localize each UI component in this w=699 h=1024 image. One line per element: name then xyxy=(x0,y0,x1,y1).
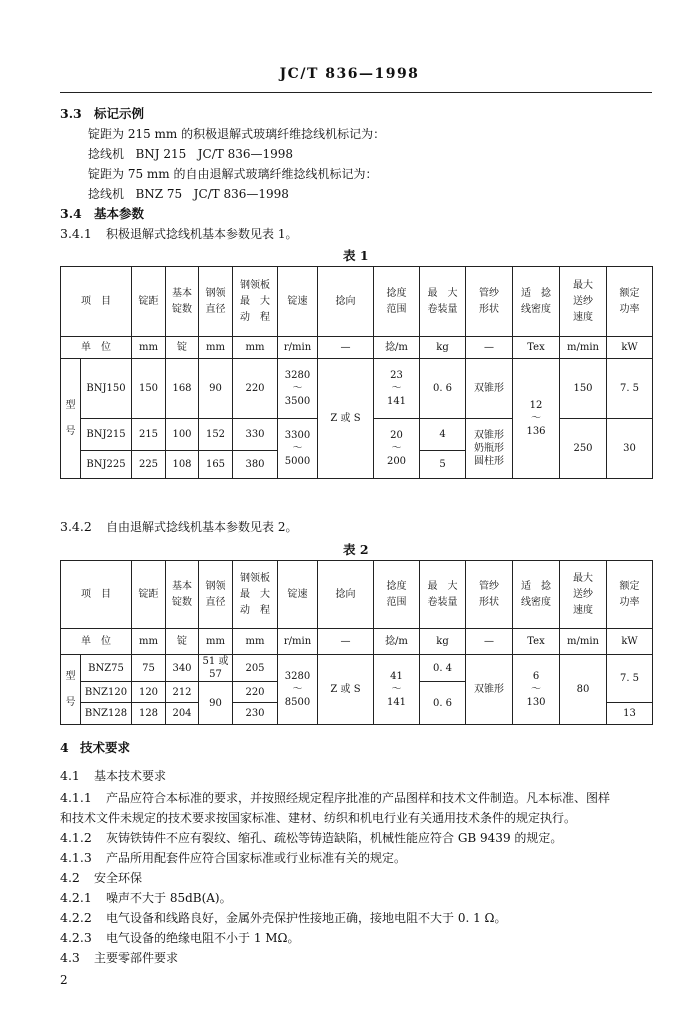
power-cell: 7. 5 xyxy=(607,359,653,419)
table-2-caption: 表 2 xyxy=(343,542,369,557)
tube-shape-cell: 双锥形 xyxy=(466,655,513,725)
rail-cell: 220 xyxy=(233,359,278,419)
marking-example-line-1: 锭距为 215 mm 的积极退解式玻璃纤维捻线机标记为： xyxy=(88,127,386,141)
ring-cell: 51 或 57 xyxy=(199,655,233,682)
ring-cell: 90 xyxy=(199,359,233,419)
twist-range-cell: 41 ～ 141 xyxy=(374,655,420,725)
tube-shape-cell: 双锥形 奶瓶形 圆柱形 xyxy=(466,419,513,479)
rail-cell: 220 xyxy=(233,682,278,703)
pitch-cell: 120 xyxy=(132,682,166,703)
unit-max-package: kg xyxy=(420,337,466,359)
spindles-cell: 212 xyxy=(166,682,199,703)
unit-ring-diameter: mm xyxy=(199,337,233,359)
table-header-row xyxy=(61,267,653,337)
section-4-1-number: 4.1 xyxy=(60,768,80,783)
capacity-cell: 5 xyxy=(420,451,466,479)
header-tube-shape: 管纱 形状 xyxy=(466,561,513,629)
section-4-2-1-text: 噪声不大于 85dB(A)。 xyxy=(106,891,232,905)
unit-rated-power: kW xyxy=(607,629,653,655)
model-cell: BNJ150 xyxy=(81,359,132,419)
header-rule xyxy=(60,92,652,93)
spindles-cell: 100 xyxy=(166,419,199,451)
header-twist-range: 捻度 范围 xyxy=(374,561,420,629)
unit-ring-diameter: mm xyxy=(199,629,233,655)
section-4-1-3-number: 4.1.3 xyxy=(60,850,92,865)
section-4-1-title: 基本技术要求 xyxy=(94,769,167,783)
capacity-cell: 0. 4 xyxy=(420,655,466,682)
section-3-3-title: 标记示例 xyxy=(94,106,145,121)
pitch-cell: 150 xyxy=(132,359,166,419)
feed-speed-cell: 250 xyxy=(560,419,607,479)
unit-max-feed-speed: m/min xyxy=(560,629,607,655)
header-twist-range: 捻度 范围 xyxy=(374,267,420,337)
header-item: 项 目 xyxy=(61,267,132,337)
twist-direction-cell: Z 或 S xyxy=(318,655,374,725)
ring-cell: 152 xyxy=(199,419,233,451)
unit-max-feed-speed: m/min xyxy=(560,337,607,359)
twist-direction-cell: Z 或 S xyxy=(318,359,374,479)
section-3-4-1-number: 3.4.1 xyxy=(60,226,92,241)
twist-range-cell: 20 ～ 200 xyxy=(374,419,420,479)
header-ring-diameter: 钢领 直径 xyxy=(199,267,233,337)
spindles-cell: 340 xyxy=(166,655,199,682)
section-4-2-2-text: 电气设备和线路良好，金属外壳保护性接地正确，接地电阻不大于 0. 1 Ω。 xyxy=(106,911,507,925)
model-cell: BNZ128 xyxy=(81,703,132,725)
model-cell: BNJ215 xyxy=(81,419,132,451)
table-header-row xyxy=(61,561,653,629)
unit-spindle-pitch: mm xyxy=(132,629,166,655)
unit-linear-density: Tex xyxy=(513,629,560,655)
table-row xyxy=(61,359,653,419)
speed-cell: 3280 ～ 8500 xyxy=(278,655,318,725)
section-3-3-number: 3.3 xyxy=(60,106,82,121)
section-4-2-number: 4.2 xyxy=(60,870,80,885)
linear-density-cell: 6 ～ 130 xyxy=(513,655,560,725)
spindles-cell: 168 xyxy=(166,359,199,419)
unit-twist-direction: — xyxy=(318,629,374,655)
unit-ring-rail-stroke: mm xyxy=(233,629,278,655)
section-4-2-3-number: 4.2.3 xyxy=(60,930,92,945)
marking-example-line-2: 捻线机 BNJ 215 JC/T 836—1998 xyxy=(88,147,294,161)
header-ring-diameter: 钢领 直径 xyxy=(199,561,233,629)
unit-twist-range: 捻/m xyxy=(374,337,420,359)
header-twist-direction: 捻向 xyxy=(318,561,374,629)
section-4-1-1-number: 4.1.1 xyxy=(60,790,92,805)
rail-cell: 205 xyxy=(233,655,278,682)
standard-header: JC/T 836—1998 xyxy=(279,66,420,82)
type-label: 型 号 xyxy=(61,359,81,479)
header-max-feed-speed: 最大 送纱 速度 xyxy=(560,267,607,337)
table-row xyxy=(61,655,653,682)
pitch-cell: 225 xyxy=(132,451,166,479)
unit-spindle-speed: r/min xyxy=(278,337,318,359)
page-number: 2 xyxy=(60,973,68,987)
header-spindle-pitch: 锭距 xyxy=(132,267,166,337)
header-rated-power: 额定 功率 xyxy=(607,561,653,629)
model-cell: BNZ120 xyxy=(81,682,132,703)
section-3-4-2-text: 自由退解式捻线机基本参数见表 2。 xyxy=(106,520,298,534)
unit-basic-spindles: 锭 xyxy=(166,629,199,655)
marking-example-line-3: 锭距为 75 mm 的自由退解式玻璃纤维捻线机标记为： xyxy=(88,167,378,181)
power-cell: 30 xyxy=(607,419,653,479)
unit-max-package: kg xyxy=(420,629,466,655)
section-4-1-1-line-2: 和技术文件未规定的技术要求按国家标准、建材、纺织和机电行业有关通用技术条件的规定执行。 xyxy=(60,811,577,825)
capacity-cell: 0. 6 xyxy=(420,359,466,419)
table-1-caption: 表 1 xyxy=(343,248,369,263)
header-ring-rail-stroke: 钢领板 最 大 动 程 xyxy=(233,561,278,629)
speed-cell: 3300 ～ 5000 xyxy=(278,419,318,479)
unit-spindle-pitch: mm xyxy=(132,337,166,359)
header-item: 项 目 xyxy=(61,561,132,629)
unit-rated-power: kW xyxy=(607,337,653,359)
feed-speed-cell: 150 xyxy=(560,359,607,419)
unit-spindle-speed: r/min xyxy=(278,629,318,655)
header-rated-power: 额定 功率 xyxy=(607,267,653,337)
unit-tube-shape: — xyxy=(466,337,513,359)
unit-tube-shape: — xyxy=(466,629,513,655)
rail-cell: 380 xyxy=(233,451,278,479)
header-basic-spindles: 基本 锭数 xyxy=(166,267,199,337)
section-3-4-title: 基本参数 xyxy=(94,206,145,221)
section-4-3-number: 4.3 xyxy=(60,950,80,965)
marking-example-line-4: 捻线机 BNZ 75 JC/T 836—1998 xyxy=(88,187,289,201)
power-cell: 7. 5 xyxy=(607,655,653,703)
twist-range-cell: 23 ～ 141 xyxy=(374,359,420,419)
header-spindle-speed: 锭速 xyxy=(278,561,318,629)
section-4-1-2-text: 灰铸铁铸件不应有裂纹、缩孔、疏松等铸造缺陷，机械性能应符合 GB 9439 的规定。 xyxy=(106,831,563,845)
type-label: 型 号 xyxy=(61,655,81,725)
header-max-package: 最 大 卷装量 xyxy=(420,267,466,337)
header-twist-direction: 捻向 xyxy=(318,267,374,337)
section-4-1-1-line-1: 产品应符合本标准的要求，并按照经规定程序批准的产品图样和技术文件制造。凡本标准、图样 xyxy=(106,791,611,805)
section-4-2-1-number: 4.2.1 xyxy=(60,890,92,905)
spindles-cell: 108 xyxy=(166,451,199,479)
section-4-number: 4 xyxy=(60,740,69,755)
unit-basic-spindles: 锭 xyxy=(166,337,199,359)
speed-cell: 3280 ～ 3500 xyxy=(278,359,318,419)
header-spindle-speed: 锭速 xyxy=(278,267,318,337)
section-4-2-title: 安全环保 xyxy=(94,871,143,885)
section-4-1-3-text: 产品所用配套件应符合国家标准或行业标准有关的规定。 xyxy=(106,851,407,865)
header-ring-rail-stroke: 钢领板 最 大 动 程 xyxy=(233,267,278,337)
tube-shape-cell: 双锥形 xyxy=(466,359,513,419)
unit-twist-direction: — xyxy=(318,337,374,359)
spindles-cell: 204 xyxy=(166,703,199,725)
ring-cell: 90 xyxy=(199,682,233,725)
capacity-cell: 4 xyxy=(420,419,466,451)
header-max-package: 最 大 卷装量 xyxy=(420,561,466,629)
section-4-3-title: 主要零部件要求 xyxy=(94,951,179,965)
section-4-2-3-text: 电气设备的绝缘电阻不小于 1 MΩ。 xyxy=(106,931,300,945)
table-2 xyxy=(60,560,653,725)
unit-twist-range: 捻/m xyxy=(374,629,420,655)
pitch-cell: 75 xyxy=(132,655,166,682)
section-3-4-1-text: 积极退解式捻线机基本参数见表 1。 xyxy=(106,227,298,241)
unit-label: 单 位 xyxy=(61,629,132,655)
pitch-cell: 128 xyxy=(132,703,166,725)
feed-speed-cell: 80 xyxy=(560,655,607,725)
rail-cell: 330 xyxy=(233,419,278,451)
section-4-title: 技术要求 xyxy=(80,740,131,755)
header-basic-spindles: 基本 锭数 xyxy=(166,561,199,629)
section-4-1-2-number: 4.1.2 xyxy=(60,830,92,845)
table-unit-row xyxy=(61,337,653,359)
unit-linear-density: Tex xyxy=(513,337,560,359)
linear-density-cell: 12 ～ 136 xyxy=(513,359,560,479)
capacity-cell: 0. 6 xyxy=(420,682,466,725)
header-tube-shape: 管纱 形状 xyxy=(466,267,513,337)
rail-cell: 230 xyxy=(233,703,278,725)
section-3-4-number: 3.4 xyxy=(60,206,82,221)
model-cell: BNZ75 xyxy=(81,655,132,682)
table-unit-row xyxy=(61,629,653,655)
unit-ring-rail-stroke: mm xyxy=(233,337,278,359)
table-1 xyxy=(60,266,653,479)
header-spindle-pitch: 锭距 xyxy=(132,561,166,629)
unit-label: 单 位 xyxy=(61,337,132,359)
section-4-2-2-number: 4.2.2 xyxy=(60,910,92,925)
power-cell: 13 xyxy=(607,703,653,725)
pitch-cell: 215 xyxy=(132,419,166,451)
model-cell: BNJ225 xyxy=(81,451,132,479)
header-max-feed-speed: 最大 送纱 速度 xyxy=(560,561,607,629)
header-linear-density: 适 捻 线密度 xyxy=(513,561,560,629)
section-3-4-2-number: 3.4.2 xyxy=(60,519,92,534)
header-linear-density: 适 捻 线密度 xyxy=(513,267,560,337)
ring-cell: 165 xyxy=(199,451,233,479)
